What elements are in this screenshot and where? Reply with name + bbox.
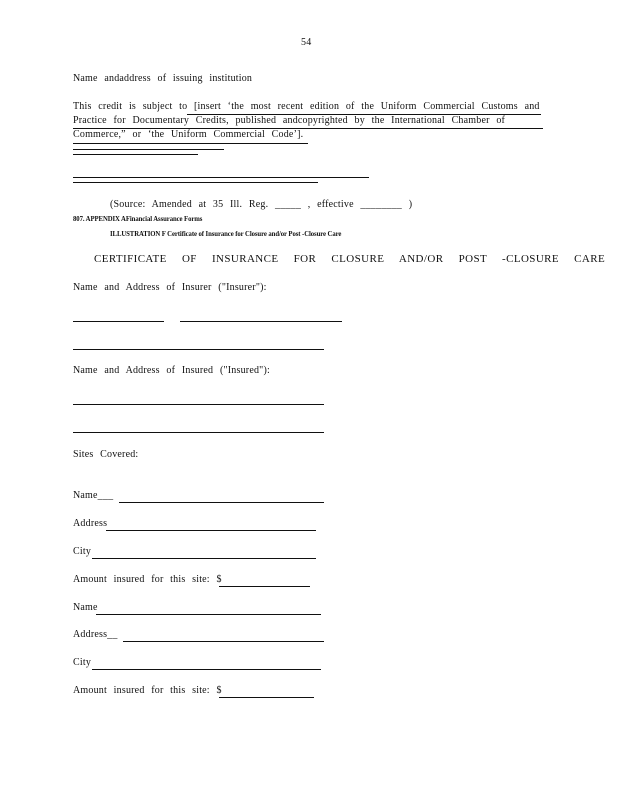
insurer-name-field[interactable] — [73, 321, 164, 322]
blank-line — [73, 182, 318, 183]
site1-amount-label: Amount insured for this site: $ — [73, 574, 222, 585]
site2-name-field[interactable] — [96, 614, 321, 615]
credit-line-3-underline — [73, 143, 308, 144]
site1-amount-field[interactable] — [219, 586, 310, 587]
page-number: 54 — [301, 37, 312, 48]
site2-city-label: City — [73, 657, 92, 668]
site1-name-label: Name___ — [73, 490, 114, 501]
site1-city-label: City — [73, 546, 92, 557]
source-note: (Source: Amended at 35 Ill. Reg. _____ , effective ________ ) — [110, 199, 413, 210]
site1-address-field[interactable] — [106, 530, 316, 531]
site2-name-label: Name — [73, 602, 98, 613]
insurer-label: Name and Address of Insurer ("Insurer"): — [73, 282, 267, 293]
site1-city-field[interactable] — [92, 558, 316, 559]
appendix-line: 807. APPENDIX AFinancial Assurance Forms — [73, 214, 203, 223]
credit-line-1: This credit is subject to [insert ‘the most recent edition of the Uniform Commercial Customs and — [73, 101, 540, 112]
insured-label: Name and Address of Insured ("Insured"): — [73, 365, 270, 376]
illustration-line: ILLUSTRATION F Certificate of Insurance for Closure and/or Post -Closure Care — [110, 229, 342, 238]
site1-name-field[interactable] — [119, 502, 324, 503]
site2-amount-label: Amount insured for this site: $ — [73, 685, 222, 696]
insurer-address-field[interactable] — [180, 321, 342, 322]
insurer-extra-field[interactable] — [73, 349, 324, 350]
site2-address-field[interactable] — [123, 641, 324, 642]
blank-line — [73, 149, 224, 150]
credit-line-2: Practice for Documentary Credits, published andcopyrighted by the International Chamber of — [73, 115, 506, 126]
issuer-label: Name andaddress of issuing institution — [73, 73, 253, 84]
sites-label: Sites Covered: — [73, 449, 139, 460]
blank-line — [73, 154, 198, 155]
site1-address-label: Address — [73, 518, 108, 529]
site2-amount-field[interactable] — [219, 697, 314, 698]
site2-city-field[interactable] — [92, 669, 321, 670]
credit-line-3: Commerce,” or ‘the Uniform Commercial Code’]. — [73, 129, 304, 140]
certificate-title: CERTIFICATE OF INSURANCE FOR CLOSURE AND/OR POST -CLOSURE CARE — [94, 253, 606, 265]
insured-name-field[interactable] — [73, 404, 324, 405]
blank-line — [73, 177, 369, 178]
insured-address-field[interactable] — [73, 432, 324, 433]
site2-address-label: Address__ — [73, 629, 118, 640]
